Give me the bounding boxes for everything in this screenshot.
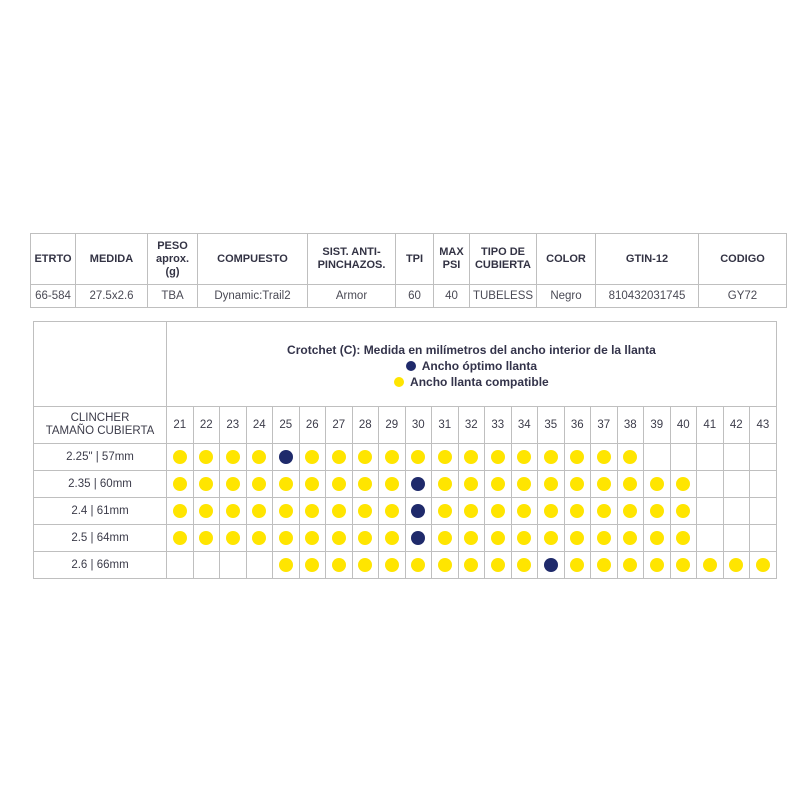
grid-cell [644, 525, 671, 552]
width-header-21: 21 [167, 407, 194, 444]
compatible-dot-icon [385, 450, 399, 464]
width-header-25: 25 [273, 407, 300, 444]
grid-cell [723, 552, 750, 579]
width-header-30: 30 [405, 407, 432, 444]
compatible-dot-icon [305, 477, 319, 491]
compatible-dot-icon [226, 504, 240, 518]
optimal-dot-icon [544, 558, 558, 572]
spec-value-codigo: GY72 [699, 285, 787, 308]
grid-cell [538, 471, 565, 498]
compatible-dot-icon [491, 504, 505, 518]
legend-row [34, 322, 777, 407]
grid-cell [670, 444, 697, 471]
compatible-dot-icon [173, 504, 187, 518]
compatible-dot-icon [570, 504, 584, 518]
grid-cell [299, 444, 326, 471]
legend-compatible [167, 375, 776, 389]
compatible-dot-icon [597, 558, 611, 572]
compatible-dot-icon [623, 450, 637, 464]
compatible-dot-icon [544, 504, 558, 518]
width-header-39: 39 [644, 407, 671, 444]
compatible-dot-icon [491, 477, 505, 491]
compatible-dot-icon [332, 450, 346, 464]
grid-cell [379, 471, 406, 498]
compatible-dot-icon [623, 504, 637, 518]
grid-cell [432, 552, 459, 579]
compatible-dot-icon [358, 558, 372, 572]
grid-cell [723, 471, 750, 498]
compatible-dot-icon [517, 477, 531, 491]
table-row [34, 552, 777, 579]
width-header-37: 37 [591, 407, 618, 444]
optimal-dot-icon [411, 531, 425, 545]
width-header-42: 42 [723, 407, 750, 444]
grid-cell [167, 444, 194, 471]
compatible-dot-icon [597, 504, 611, 518]
grid-cell [379, 552, 406, 579]
grid-cell [352, 525, 379, 552]
compatible-dot-icon [394, 377, 404, 387]
compatible-dot-icon [252, 531, 266, 545]
compatible-dot-icon [438, 450, 452, 464]
grid-cell [246, 525, 273, 552]
grid-cell [644, 444, 671, 471]
clincher-size-header: CLINCHER TAMAÑO CUBIERTA [34, 407, 167, 444]
grid-cell [591, 498, 618, 525]
grid-cell [326, 525, 353, 552]
compatible-dot-icon [597, 477, 611, 491]
grid-cell [485, 552, 512, 579]
grid-cell [220, 471, 247, 498]
compatible-dot-icon [411, 450, 425, 464]
grid-cell [458, 444, 485, 471]
compatible-dot-icon [491, 450, 505, 464]
compatible-dot-icon [279, 558, 293, 572]
compatible-dot-icon [279, 531, 293, 545]
compatible-dot-icon [199, 504, 213, 518]
grid-cell [564, 552, 591, 579]
grid-cell [591, 525, 618, 552]
spec-header-tpi: TPI [396, 234, 434, 285]
width-header-40: 40 [670, 407, 697, 444]
compatible-dot-icon [703, 558, 717, 572]
grid-cell [644, 471, 671, 498]
compatible-dot-icon [676, 477, 690, 491]
grid-cell [617, 525, 644, 552]
spec-header-tipo: TIPO DE CUBIERTA [470, 234, 537, 285]
compatible-dot-icon [332, 531, 346, 545]
grid-cell [326, 498, 353, 525]
grid-cell [670, 525, 697, 552]
compatible-dot-icon [226, 477, 240, 491]
compatible-dot-icon [517, 450, 531, 464]
compatibility-rows [34, 444, 777, 579]
compatible-dot-icon [650, 504, 664, 518]
grid-cell [246, 471, 273, 498]
grid-cell [299, 471, 326, 498]
compatible-dot-icon [597, 531, 611, 545]
grid-cell [591, 552, 618, 579]
grid-cell [617, 552, 644, 579]
grid-cell [246, 498, 273, 525]
grid-cell [750, 552, 777, 579]
grid-cell [750, 444, 777, 471]
table-row [34, 471, 777, 498]
compatible-dot-icon [438, 477, 452, 491]
tire-size-label: 2.4 | 61mm [34, 498, 167, 525]
compatible-dot-icon [676, 504, 690, 518]
width-header-33: 33 [485, 407, 512, 444]
width-header-31: 31 [432, 407, 459, 444]
table-row [34, 444, 777, 471]
grid-cell [432, 444, 459, 471]
width-header-27: 27 [326, 407, 353, 444]
compatible-dot-icon [570, 531, 584, 545]
compatible-dot-icon [385, 531, 399, 545]
grid-cell [538, 444, 565, 471]
grid-cell [273, 498, 300, 525]
spec-value-compuesto: Dynamic:Trail2 [198, 285, 308, 308]
grid-cell [485, 498, 512, 525]
legend-optimal-label: Ancho óptimo llanta [421, 359, 538, 373]
grid-cell [697, 552, 724, 579]
spec-value-medida: 27.5x2.6 [76, 285, 148, 308]
compatible-dot-icon [517, 531, 531, 545]
optimal-dot-icon [279, 450, 293, 464]
grid-cell [697, 498, 724, 525]
compatible-dot-icon [385, 504, 399, 518]
compatible-dot-icon [517, 558, 531, 572]
legend-compatible-label: Ancho llanta compatible [410, 375, 549, 389]
grid-cell [193, 498, 220, 525]
grid-cell [644, 498, 671, 525]
tire-size-label: 2.25" | 57mm [34, 444, 167, 471]
compatible-dot-icon [358, 504, 372, 518]
width-header-23: 23 [220, 407, 247, 444]
spec-header-antipinchazos: SIST. ANTI- PINCHAZOS. [308, 234, 396, 285]
grid-cell [485, 471, 512, 498]
optimal-dot-icon [411, 504, 425, 518]
grid-cell [220, 498, 247, 525]
compatible-dot-icon [544, 450, 558, 464]
grid-cell [617, 444, 644, 471]
grid-cell [750, 471, 777, 498]
grid-cell [299, 498, 326, 525]
compatible-dot-icon [623, 558, 637, 572]
tire-size-label: 2.35 | 60mm [34, 471, 167, 498]
grid-cell [193, 552, 220, 579]
spec-header-color: COLOR [537, 234, 596, 285]
grid-cell [220, 525, 247, 552]
spec-value-row [31, 285, 787, 308]
grid-cell [750, 525, 777, 552]
spec-header-maxpsi: MAX PSI [434, 234, 470, 285]
compatible-dot-icon [332, 477, 346, 491]
legend-title: Crotchet (C): Medida en milímetros del ancho interior de la llanta [287, 343, 656, 357]
grid-cell [511, 552, 538, 579]
width-header-row [34, 407, 777, 444]
compatible-dot-icon [173, 531, 187, 545]
grid-cell [193, 444, 220, 471]
grid-cell [299, 525, 326, 552]
spec-header-codigo: CODIGO [699, 234, 787, 285]
spec-value-color: Negro [537, 285, 596, 308]
spec-value-peso: TBA [148, 285, 198, 308]
spec-header-gtin: GTIN-12 [596, 234, 699, 285]
grid-cell [670, 471, 697, 498]
compatible-dot-icon [358, 531, 372, 545]
grid-cell [220, 552, 247, 579]
grid-cell [405, 471, 432, 498]
grid-cell [750, 498, 777, 525]
tire-size-label: 2.5 | 64mm [34, 525, 167, 552]
compatible-dot-icon [226, 450, 240, 464]
compatibility-table [33, 321, 777, 579]
grid-cell [405, 525, 432, 552]
grid-cell [326, 444, 353, 471]
grid-cell [617, 498, 644, 525]
grid-cell [405, 552, 432, 579]
grid-cell [485, 525, 512, 552]
optimal-dot-icon [411, 477, 425, 491]
width-header-38: 38 [617, 407, 644, 444]
compatible-dot-icon [650, 531, 664, 545]
grid-cell [564, 471, 591, 498]
compatible-dot-icon [332, 558, 346, 572]
compatible-dot-icon [173, 477, 187, 491]
spec-value-gtin: 810432031745 [596, 285, 699, 308]
grid-cell [564, 525, 591, 552]
grid-cell [538, 498, 565, 525]
compatible-dot-icon [358, 477, 372, 491]
grid-cell [511, 471, 538, 498]
compatible-dot-icon [544, 477, 558, 491]
grid-cell [538, 525, 565, 552]
compatible-dot-icon [491, 531, 505, 545]
compatible-dot-icon [173, 450, 187, 464]
grid-cell [167, 525, 194, 552]
compatible-dot-icon [570, 450, 584, 464]
compatible-dot-icon [491, 558, 505, 572]
grid-cell [564, 498, 591, 525]
grid-cell [379, 444, 406, 471]
compatible-dot-icon [385, 477, 399, 491]
grid-cell [352, 498, 379, 525]
grid-cell [644, 552, 671, 579]
compatible-dot-icon [544, 531, 558, 545]
compatible-dot-icon [226, 531, 240, 545]
grid-cell [458, 525, 485, 552]
grid-cell [432, 525, 459, 552]
compatible-dot-icon [279, 477, 293, 491]
grid-cell [299, 552, 326, 579]
grid-cell [273, 444, 300, 471]
spec-value-antipinchazos: Armor [308, 285, 396, 308]
compatible-dot-icon [199, 450, 213, 464]
compatible-dot-icon [199, 531, 213, 545]
grid-cell [564, 444, 591, 471]
grid-cell [379, 498, 406, 525]
width-header-36: 36 [564, 407, 591, 444]
compatible-dot-icon [597, 450, 611, 464]
grid-cell [511, 498, 538, 525]
compatible-dot-icon [623, 477, 637, 491]
compatible-dot-icon [411, 558, 425, 572]
spec-header-row [31, 234, 787, 285]
grid-cell [167, 498, 194, 525]
compatible-dot-icon [570, 477, 584, 491]
spec-header-etrto: ETRTO [31, 234, 76, 285]
compatible-dot-icon [199, 477, 213, 491]
compatible-dot-icon [676, 558, 690, 572]
compatible-dot-icon [358, 450, 372, 464]
grid-cell [538, 552, 565, 579]
spec-value-maxpsi: 40 [434, 285, 470, 308]
compatible-dot-icon [305, 504, 319, 518]
tire-size-label: 2.6 | 66mm [34, 552, 167, 579]
width-header-34: 34 [511, 407, 538, 444]
grid-cell [405, 444, 432, 471]
grid-cell [193, 471, 220, 498]
width-header-26: 26 [299, 407, 326, 444]
compatible-dot-icon [252, 450, 266, 464]
compatible-dot-icon [305, 450, 319, 464]
grid-cell [326, 471, 353, 498]
compatible-dot-icon [517, 504, 531, 518]
grid-cell [273, 552, 300, 579]
compatible-dot-icon [279, 504, 293, 518]
table-row [34, 498, 777, 525]
table-row [34, 525, 777, 552]
grid-cell [193, 525, 220, 552]
grid-cell [458, 498, 485, 525]
width-header-41: 41 [697, 407, 724, 444]
legend-optimal [167, 359, 776, 373]
compatible-dot-icon [305, 558, 319, 572]
spec-value-etrto: 66-584 [31, 285, 76, 308]
grid-cell [167, 471, 194, 498]
grid-cell [220, 444, 247, 471]
width-header-43: 43 [750, 407, 777, 444]
compatible-dot-icon [438, 504, 452, 518]
grid-cell [670, 552, 697, 579]
compatible-dot-icon [650, 477, 664, 491]
grid-cell [432, 498, 459, 525]
grid-cell [405, 498, 432, 525]
compatible-dot-icon [385, 558, 399, 572]
width-header-22: 22 [193, 407, 220, 444]
grid-cell [352, 471, 379, 498]
compatible-dot-icon [756, 558, 770, 572]
compatible-dot-icon [438, 531, 452, 545]
grid-cell [697, 471, 724, 498]
compatible-dot-icon [729, 558, 743, 572]
grid-cell [670, 498, 697, 525]
width-header-24: 24 [246, 407, 273, 444]
width-header-28: 28 [352, 407, 379, 444]
spec-header-compuesto: COMPUESTO [198, 234, 308, 285]
grid-cell [697, 444, 724, 471]
width-header-32: 32 [458, 407, 485, 444]
compatible-dot-icon [252, 477, 266, 491]
grid-cell [591, 444, 618, 471]
grid-cell [326, 552, 353, 579]
legend-cell [167, 322, 777, 407]
spec-value-tipo: TUBELESS [470, 285, 537, 308]
width-header-29: 29 [379, 407, 406, 444]
grid-cell [591, 471, 618, 498]
grid-cell [246, 552, 273, 579]
grid-cell [697, 525, 724, 552]
compatible-dot-icon [332, 504, 346, 518]
compatible-dot-icon [464, 504, 478, 518]
grid-cell [167, 552, 194, 579]
compatible-dot-icon [464, 558, 478, 572]
compatible-dot-icon [570, 558, 584, 572]
grid-cell [511, 444, 538, 471]
optimal-dot-icon [406, 361, 416, 371]
grid-cell [273, 471, 300, 498]
compatible-dot-icon [464, 450, 478, 464]
grid-cell [246, 444, 273, 471]
grid-cell [352, 444, 379, 471]
grid-cell [352, 552, 379, 579]
grid-cell [511, 525, 538, 552]
grid-cell [273, 525, 300, 552]
compatible-dot-icon [464, 477, 478, 491]
grid-cell [617, 471, 644, 498]
grid-cell [723, 444, 750, 471]
grid-cell [379, 525, 406, 552]
width-header-35: 35 [538, 407, 565, 444]
legend-corner-cell [34, 322, 167, 407]
grid-cell [485, 444, 512, 471]
compatible-dot-icon [650, 558, 664, 572]
spec-header-peso: PESO aprox. (g) [148, 234, 198, 285]
spec-header-medida: MEDIDA [76, 234, 148, 285]
grid-cell [723, 525, 750, 552]
grid-cell [432, 471, 459, 498]
compatible-dot-icon [623, 531, 637, 545]
compatible-dot-icon [252, 504, 266, 518]
grid-cell [458, 471, 485, 498]
grid-cell [458, 552, 485, 579]
compatible-dot-icon [438, 558, 452, 572]
spec-value-tpi: 60 [396, 285, 434, 308]
compatible-dot-icon [305, 531, 319, 545]
compatible-dot-icon [676, 531, 690, 545]
compatible-dot-icon [464, 531, 478, 545]
spec-table [30, 233, 787, 308]
grid-cell [723, 498, 750, 525]
